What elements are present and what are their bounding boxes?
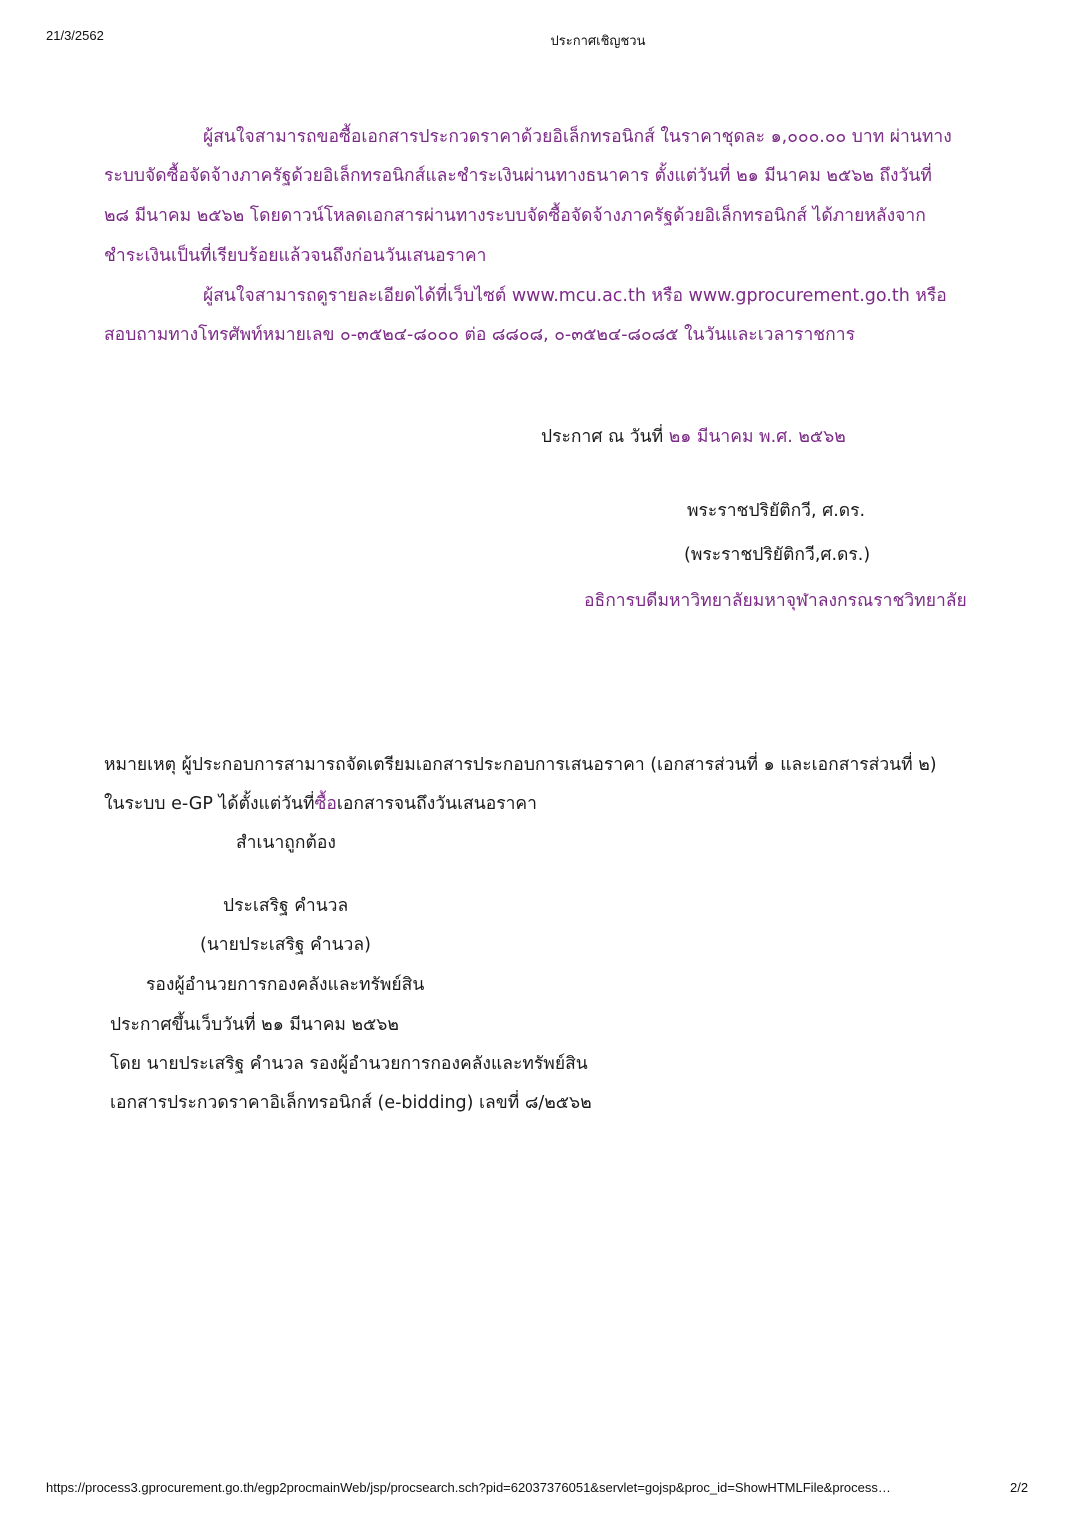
announcement-date-line — [541, 424, 846, 450]
print-title: ประกาศเชิญชวน — [550, 34, 646, 49]
note-line2 — [104, 791, 537, 817]
paragraph1-line3: ๒๘ มีนาคม ๒๕๖๒ โดยดาวน์โหลดเอกสารผ่านทางระบบจัดซื้อจัดจ้างภาครัฐด้วยอิเล็กทรอนิกส์ ได้ภายหลังจาก — [104, 206, 926, 226]
note-line2-prefix: ในระบบ e-GP ได้ตั้งแต่วันที่ — [104, 794, 315, 814]
paragraph2-line2: สอบถามทางโทรศัพท์หมายเลข ๐-๓๕๒๔-๘๐๐๐ ต่อ ๘๘๐๘, ๐-๓๕๒๔-๘๐๘๕ ในวันและเวลาราชการ — [104, 325, 855, 345]
print-date: 21/3/2562 — [46, 28, 104, 43]
print-page-number: 2/2 — [1010, 1480, 1029, 1495]
document-number: เอกสารประกวดราคาอิเล็กทรอนิกส์ (e-bidding) เลขที่ ๘/๒๕๖๒ — [110, 1093, 592, 1113]
note-line2-suffix: เอกสารจนถึงวันเสนอราคา — [336, 794, 537, 814]
copy-signer-name: ประเสริฐ คำนวล — [223, 896, 349, 916]
note-line1: หมายเหตุ ผู้ประกอบการสามารถจัดเตรียมเอกสารประกอบการเสนอราคา (เอกสารส่วนที่ ๑ และเอกสารส่วนที่ ๒) — [104, 755, 937, 775]
certified-true-copy: สำเนาถูกต้อง — [236, 833, 336, 853]
posted-date: ประกาศขึ้นเว็บวันที่ ๒๑ มีนาคม ๒๕๖๒ — [110, 1015, 399, 1035]
announcement-date: ๒๑ มีนาคม พ.ศ. ๒๕๖๒ — [668, 427, 846, 447]
signer-name: พระราชปริยัติกวี, ศ.ดร. — [687, 501, 866, 521]
paragraph2-line1: ผู้สนใจสามารถดูรายละเอียดได้ที่เว็บไซต์ www.mcu.ac.th หรือ www.gprocurement.go.th หรือ — [203, 286, 947, 306]
copy-signer-position: รองผู้อำนวยการกองคลังและทรัพย์สิน — [146, 975, 425, 995]
paragraph1-line4: ชำระเงินเป็นที่เรียบร้อยแล้วจนถึงก่อนวันเสนอราคา — [104, 246, 487, 266]
posted-by: โดย นายประเสริฐ คำนวล รองผู้อำนวยการกองคลังและทรัพย์สิน — [110, 1054, 588, 1074]
copy-signer-name-parenthetical: (นายประเสริฐ คำนวล) — [200, 935, 371, 955]
signer-name-parenthetical: (พระราชปริยัติกวี,ศ.ดร.) — [684, 545, 871, 565]
paragraph1-line2: ระบบจัดซื้อจัดจ้างภาครัฐด้วยอิเล็กทรอนิกส์และชำระเงินผ่านทางธนาคาร ตั้งแต่วันที่ ๒๑ มีนาคม ๒๕๖๒ ถึงวันที่ — [104, 166, 932, 186]
note-line2-highlight: ซื้อ — [314, 794, 337, 814]
print-url: https://process3.gprocurement.go.th/egp2procmainWeb/jsp/procsearch.sch?pid=62037376051&servlet=gojsp&proc_id=ShowHTMLFile&process… — [46, 1480, 891, 1495]
paragraph1-line1: ผู้สนใจสามารถขอซื้อเอกสารประกวดราคาด้วยอิเล็กทรอนิกส์ ในราคาชุดละ ๑,๐๐๐.๐๐ บาท ผ่านทาง — [203, 127, 952, 147]
signer-position: อธิการบดีมหาวิทยาลัยมหาจุฬาลงกรณราชวิทยาลัย — [584, 591, 967, 611]
announcement-prefix: ประกาศ ณ วันที่ — [541, 427, 664, 447]
